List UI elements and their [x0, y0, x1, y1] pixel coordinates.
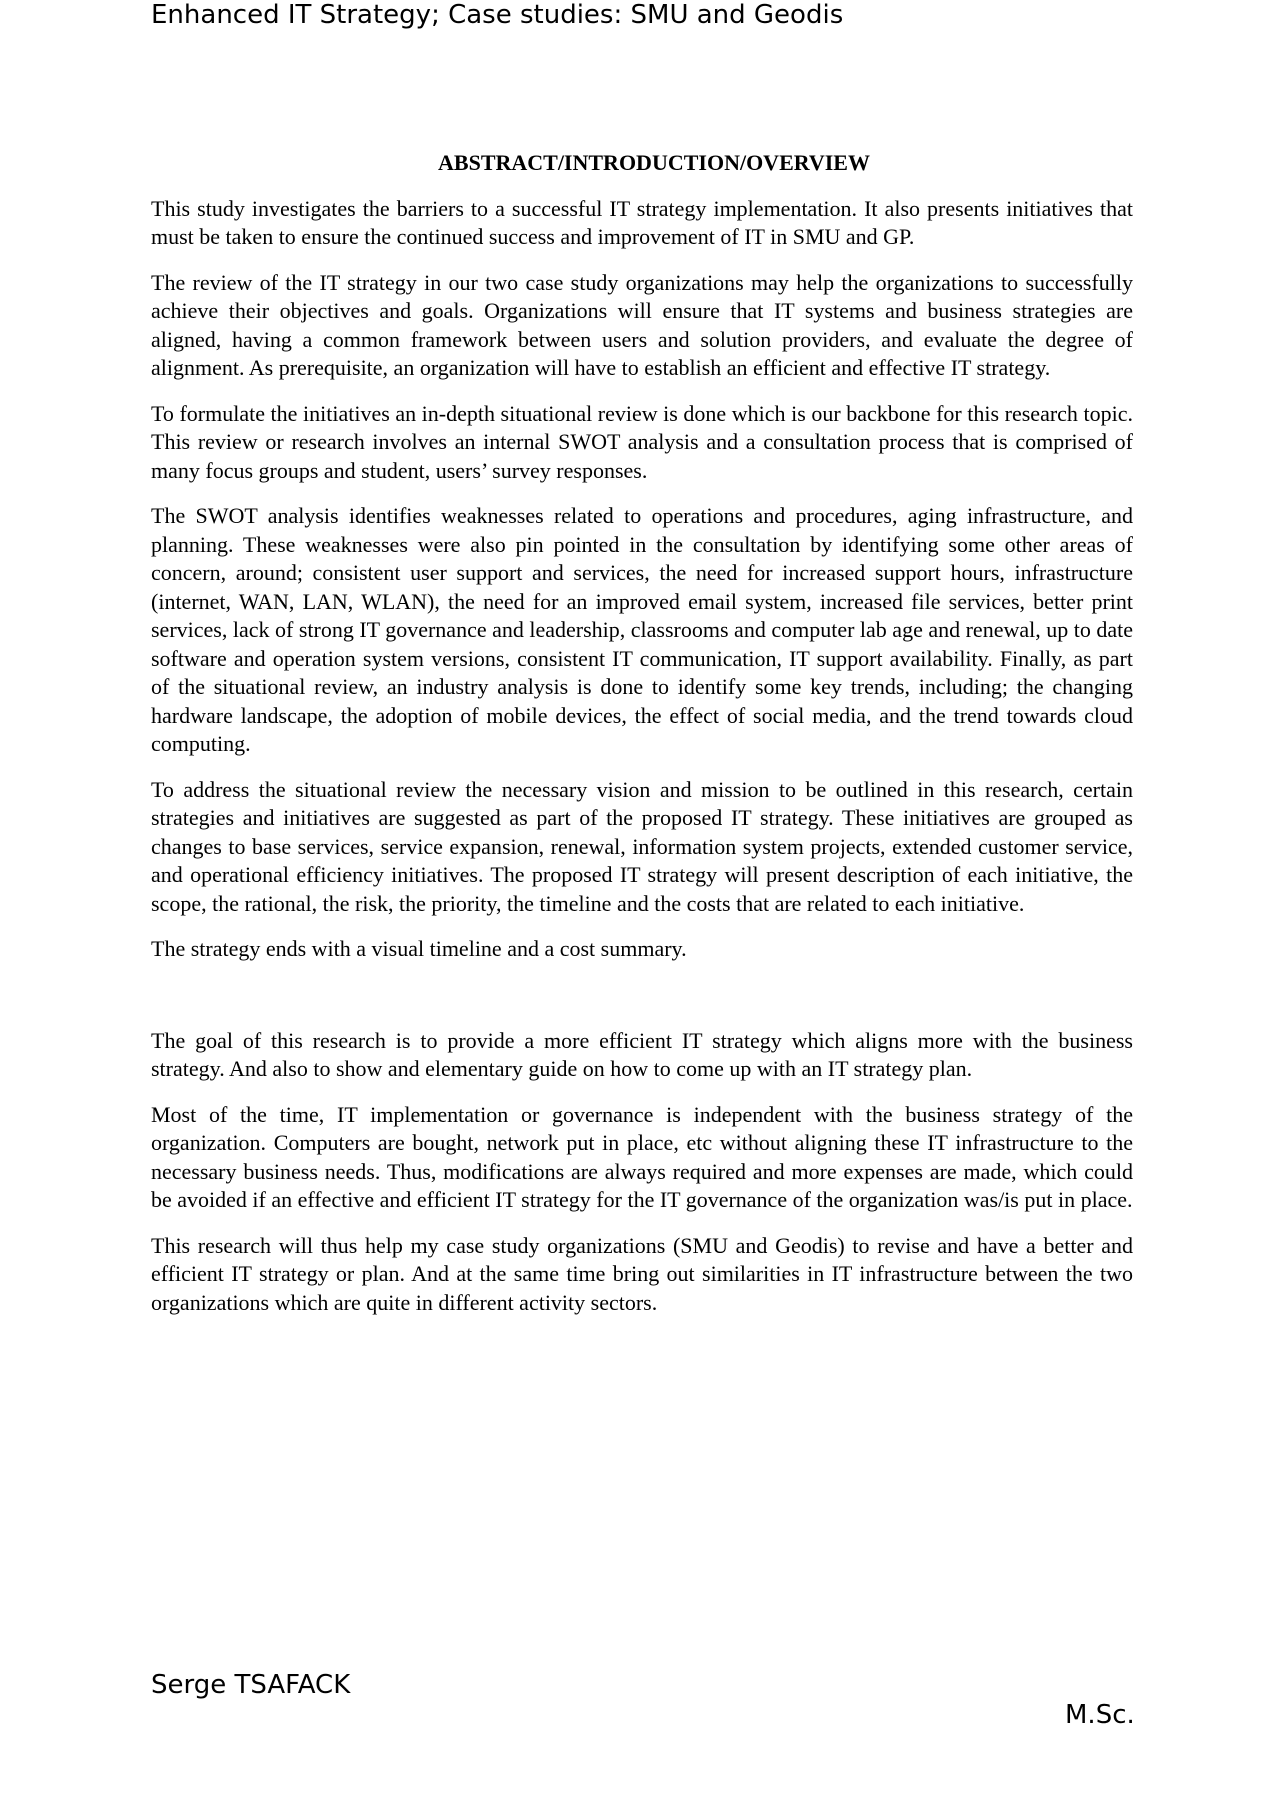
paragraph: Most of the time, IT implementation or governance is independent with the business strategy of the organization. Computers are bought, network put in place, etc without aligning these IT infrastructure to the necessary business needs. Thus, modifications are always required and more expenses are made, which could be avoided if an effective and efficient IT strategy for the IT governance of the organization was/is put in place. [151, 1101, 1133, 1212]
paragraph: The SWOT analysis identifies weaknesses related to operations and procedures, aging infrastructure, and planning. These weaknesses were also pin pointed in the consultation by identifying some other areas of concern, around; consistent user support and services, the need for increased support hours, infrastructure (internet, WAN, LAN, WLAN), the need for an improved email system, increased file services, better print services, lack of strong IT governance and leadership, classrooms and computer lab age and renewal, up to date software and operation system versions, consistent IT communication, IT support availability. Finally, as part of the situational review, an industry analysis is done to identify some key trends, including; the changing hardware landscape, the adoption of mobile devices, the effect of social media, and the trend towards cloud computing. [151, 503, 1133, 756]
footer-degree: M.Sc. [1065, 1700, 1135, 1730]
paragraph: To address the situational review the necessary vision and mission to be outlined in this research, certain strategies and initiatives are suggested as part of the proposed IT strategy. These initiatives are grouped as changes to base services, service expansion, renewal, information system projects, extended customer service, and operational efficiency initiatives. The proposed IT strategy will present description of each initiative, the scope, the rational, the risk, the priority, the timeline and the costs that are related to each initiative. [151, 776, 1133, 916]
running-header: Enhanced IT Strategy; Case studies: SMU and Geodis [151, 0, 844, 30]
paragraph: To formulate the initiatives an in-depth situational review is done which is our backbone for this research topic. This review or research involves an internal SWOT analysis and a consultation process that is comprised of many focus groups and student, users’ survey responses. [151, 400, 1133, 483]
paragraph: The strategy ends with a visual timeline and a cost summary. [151, 936, 687, 961]
paragraph: This study investigates the barriers to a successful IT strategy implementation. It also presents initiatives that must be taken to ensure the continued success and improvement of IT in SMU and GP. [151, 195, 1133, 249]
blank-line [151, 981, 1133, 1027]
paragraph: The review of the IT strategy in our two case study organizations may help the organizations to successfully achieve their objectives and goals. Organizations will ensure that IT systems and business strategies are aligned, having a common framework between users and solution providers, and evaluate the degree of alignment. As prerequisite, an organization will have to establish an efficient and effective IT strategy. [151, 269, 1133, 380]
footer-author: Serge TSAFACK [151, 1670, 351, 1700]
paragraph: The goal of this research is to provide a more efficient IT strategy which aligns more with the business strategy. And also to show and elementary guide on how to come up with an IT strategy plan. [151, 1027, 1133, 1081]
paragraph: This research will thus help my case study organizations (SMU and Geodis) to revise and have a better and efficient IT strategy or plan. And at the same time bring out similarities in IT infrastructure between the two organizations which are quite in different activity sectors. [151, 1232, 1133, 1315]
section-heading: ABSTRACT/INTRODUCTION/OVERVIEW [438, 150, 870, 175]
document-body [151, 149, 1133, 1334]
